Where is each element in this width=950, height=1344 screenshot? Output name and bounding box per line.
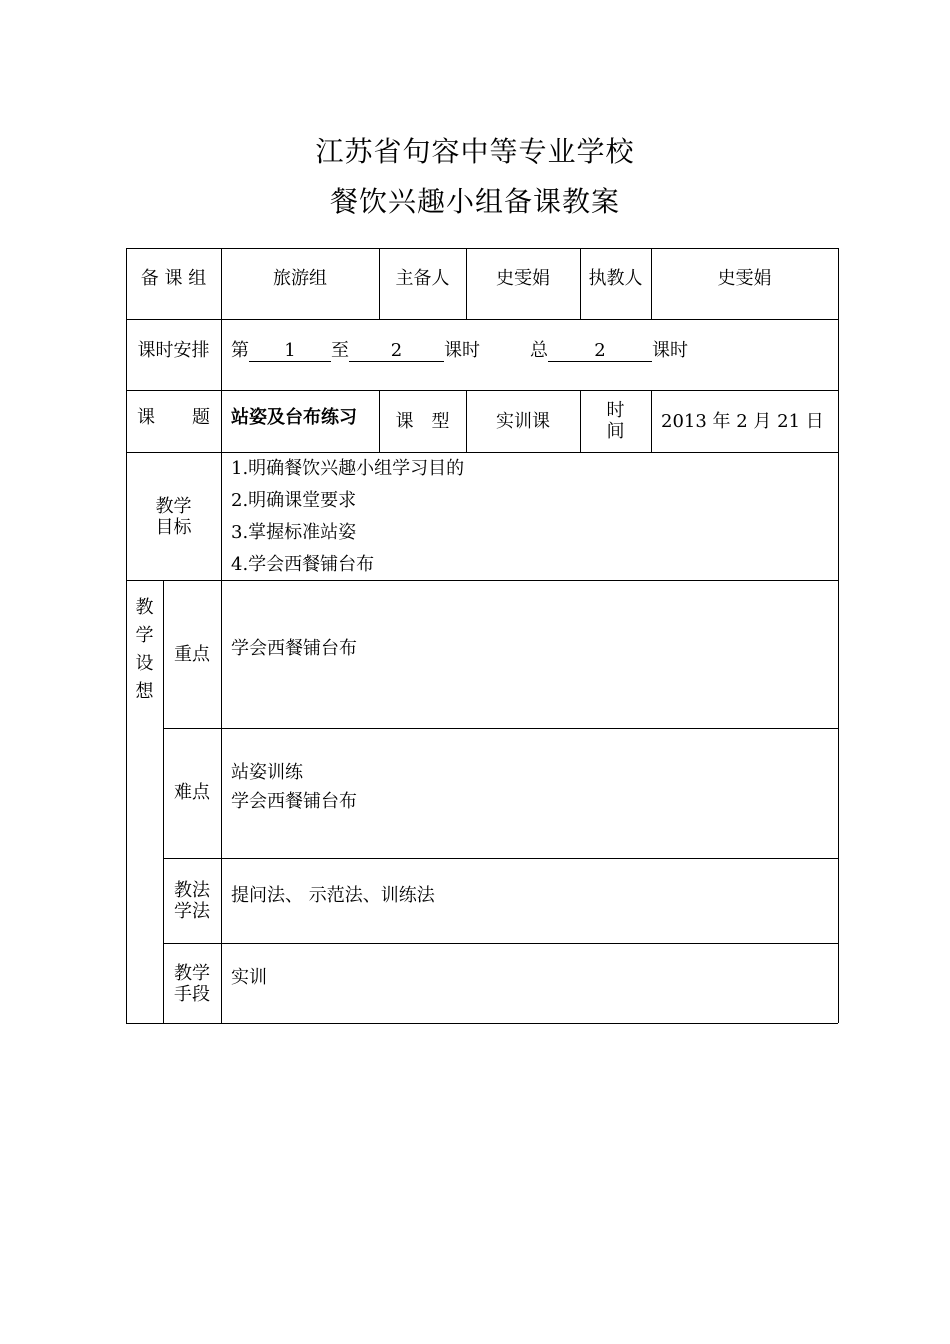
row-divider — [163, 728, 838, 729]
schedule-di: 第 — [231, 340, 249, 361]
topic-label-2: 题 — [192, 407, 210, 428]
objectives-label-1: 教学 — [155, 496, 192, 517]
group-label: 备 课 组 — [140, 268, 207, 289]
row-divider — [163, 943, 838, 944]
schedule-to: 2 — [349, 341, 444, 362]
row-divider — [126, 319, 838, 320]
methods-label-2: 学法 — [174, 901, 210, 922]
design-label-char: 设 — [135, 653, 154, 674]
schedule-value — [231, 340, 688, 362]
schedule-keshi2: 课时 — [652, 340, 688, 361]
design-label-char: 想 — [135, 681, 154, 702]
objectives-label-2: 目标 — [155, 517, 192, 538]
plan-title: 餐饮兴趣小组备课教案 — [329, 185, 620, 218]
difficult-point: 学会西餐铺台布 — [231, 791, 357, 812]
type-label: 课 型 — [395, 411, 450, 432]
row-divider — [126, 452, 838, 453]
means-label-2: 手段 — [174, 984, 210, 1005]
preparer-label: 主备人 — [395, 268, 450, 289]
schedule-zong: 总 — [530, 340, 548, 361]
methods-value: 提问法、 示范法、训练法 — [231, 885, 435, 906]
objective-item: 4.学会西餐铺台布 — [231, 554, 375, 575]
teacher-value: 史雯娟 — [717, 268, 772, 289]
design-label-char: 学 — [135, 625, 154, 646]
column-divider — [651, 390, 652, 452]
row-divider — [163, 858, 838, 859]
means-label-1: 教学 — [174, 963, 210, 984]
preparer-value: 史雯娟 — [496, 268, 550, 289]
table-border-top — [126, 248, 838, 249]
schedule-total: 2 — [548, 341, 652, 362]
key-points-label: 重点 — [174, 644, 210, 665]
table-border-bottom — [126, 1023, 838, 1024]
group-value: 旅游组 — [273, 268, 327, 289]
objective-item: 1.明确餐饮兴趣小组学习目的 — [231, 458, 465, 479]
schedule-zhi: 至 — [331, 340, 349, 361]
means-value: 实训 — [231, 967, 267, 988]
teacher-label: 执教人 — [588, 268, 643, 289]
school-title: 江苏省句容中等专业学校 — [315, 135, 635, 168]
schedule-keshi1: 课时 — [444, 340, 480, 361]
row-divider — [126, 390, 838, 391]
methods-label-1: 教法 — [174, 880, 210, 901]
schedule-from: 1 — [249, 341, 331, 362]
design-label-char: 教 — [135, 597, 154, 618]
date-value: 2013 年 2 月 21 日 — [661, 411, 824, 432]
difficult-points-label: 难点 — [174, 782, 210, 803]
column-divider — [221, 248, 222, 1023]
key-points-value: 学会西餐铺台布 — [231, 638, 357, 659]
time-label-1: 时 — [606, 400, 625, 421]
objective-item: 3.掌握标准站姿 — [231, 522, 357, 543]
row-divider — [126, 580, 838, 581]
difficult-point: 站姿训练 — [231, 762, 303, 783]
topic-label-1: 课 — [137, 407, 155, 428]
table-border-right — [838, 248, 839, 1023]
objective-item: 2.明确课堂要求 — [231, 490, 357, 511]
time-label-2: 间 — [606, 421, 625, 442]
type-value: 实训课 — [496, 411, 550, 432]
schedule-label: 课时安排 — [137, 340, 210, 361]
topic-value: 站姿及台布练习 — [231, 407, 357, 428]
